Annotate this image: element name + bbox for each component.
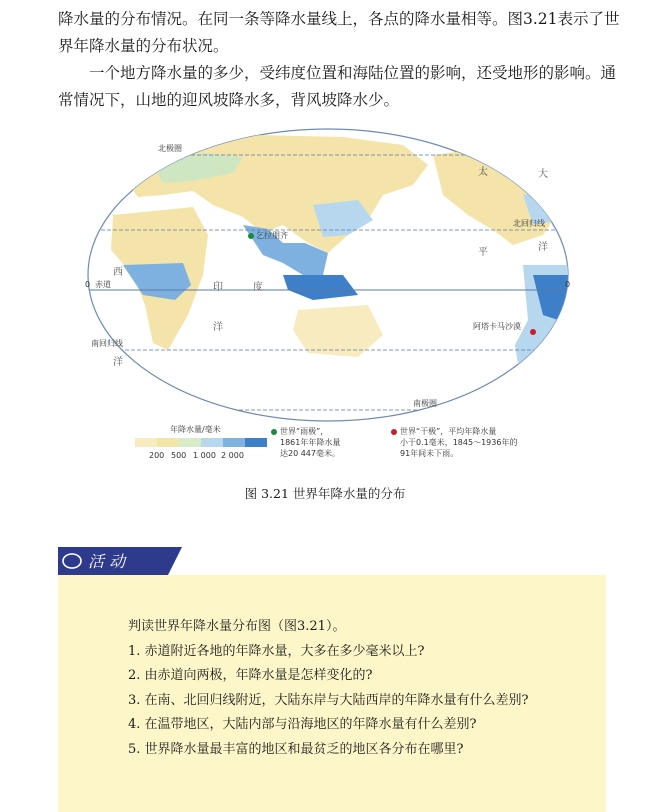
ocean-char-xi: 西 [113,267,123,278]
atacama-marker [530,329,536,335]
activity-question: 5. 世界降水量最丰富的地区和最贫乏的地区各分布在哪里? [128,741,464,757]
activity-question: 3. 在南、北回归线附近，大陆东岸与大陆西岸的年降水量有什么差别? [128,692,529,708]
wet-pole-note [271,426,391,459]
antarctic-circle-label: 南极圈 [413,399,437,408]
ocean-char-yang2: 洋 [213,322,223,333]
world-precipitation-map [83,125,573,425]
figure-caption: 图 3.21 世界年降水量的分布 [244,486,406,501]
equator-zero-left: 0 [85,280,91,289]
ocean-char-yin: 印 [213,282,223,293]
wet-pole-note-line: 达20 447毫米。 [280,449,340,458]
legend-swatch [201,438,223,447]
legend-color-bar [135,438,267,447]
activity-question: 1. 赤道附近各地的年降水量，大多在多少毫米以上? [128,643,425,659]
dry-pole-note-line: 91年间未下雨。 [400,449,459,458]
dry-pole-note-line: 世界“干极”，平均年降水量 [400,427,497,436]
activity-intro: 判读世界年降水量分布图（图3.21）。 [128,619,346,634]
terrain-paragraph: 一个地方降水量的多少，受纬度位置和海陆位置的影响，还受地形的影响。通常情况下，山地的迎风坡降水多，背风坡降水少。 [58,64,617,109]
dry-pole-note [391,426,541,459]
intro-paragraph: 降水量的分布情况。在同一条等降水量线上，各点的降水量相等。图3.21表示了世界年降水量的分布状况。 [58,10,620,55]
legend-swatch [223,438,245,447]
tropic-cancer-label: 北回归线 [513,219,545,228]
legend-tick: 1 000 [193,451,216,460]
equator-label: 赤道 [95,280,111,289]
cherrapunji-label: 乞拉朋齐 [256,231,288,240]
activity-box [58,575,606,812]
wet-pole-note-line: 世界“雨极”， [280,427,329,436]
equator-zero-right: 0 [565,280,571,289]
activity-banner-label: 活 动 [88,552,126,571]
legend-tick: 500 [171,451,187,460]
legend-tick: 2 000 [221,451,244,460]
legend-tick: 200 [149,451,165,460]
cherrapunji-marker [248,233,254,239]
legend-swatch [157,438,179,447]
legend-title: 年降水量/毫米 [170,425,221,434]
activity-question: 2. 由赤道向两极，年降水量是怎样变化的? [128,668,373,683]
ocean-char-yang: 洋 [538,242,548,253]
wet-pole-note-line: 1861年年降水量 [280,438,341,447]
wet-pole-dot [271,429,277,435]
legend-swatch [179,438,201,447]
legend-swatch [245,438,267,447]
tropic-capricorn-label: 南回归线 [91,339,123,348]
arctic-circle-label: 北极圈 [158,144,182,153]
activity-question: 4. 在温带地区，大陆内部与沿海地区的年降水量有什么差别? [128,717,477,732]
dry-pole-note-line: 小于0.1毫米，1845～1936年的 [400,438,518,447]
ocean-char-tai: 太 [478,167,488,178]
ocean-char-du: 度 [253,282,263,293]
ocean-char-ping: 平 [478,247,488,258]
activity-banner [58,547,182,575]
ocean-char-da: 大 [538,169,548,180]
atacama-label: 阿塔卡马沙漠 [473,322,521,331]
dry-pole-dot [391,429,397,435]
ocean-char-yang3: 洋 [113,357,123,368]
legend-swatch [135,438,157,447]
activity-questions [128,615,529,762]
map-legend [135,424,555,484]
